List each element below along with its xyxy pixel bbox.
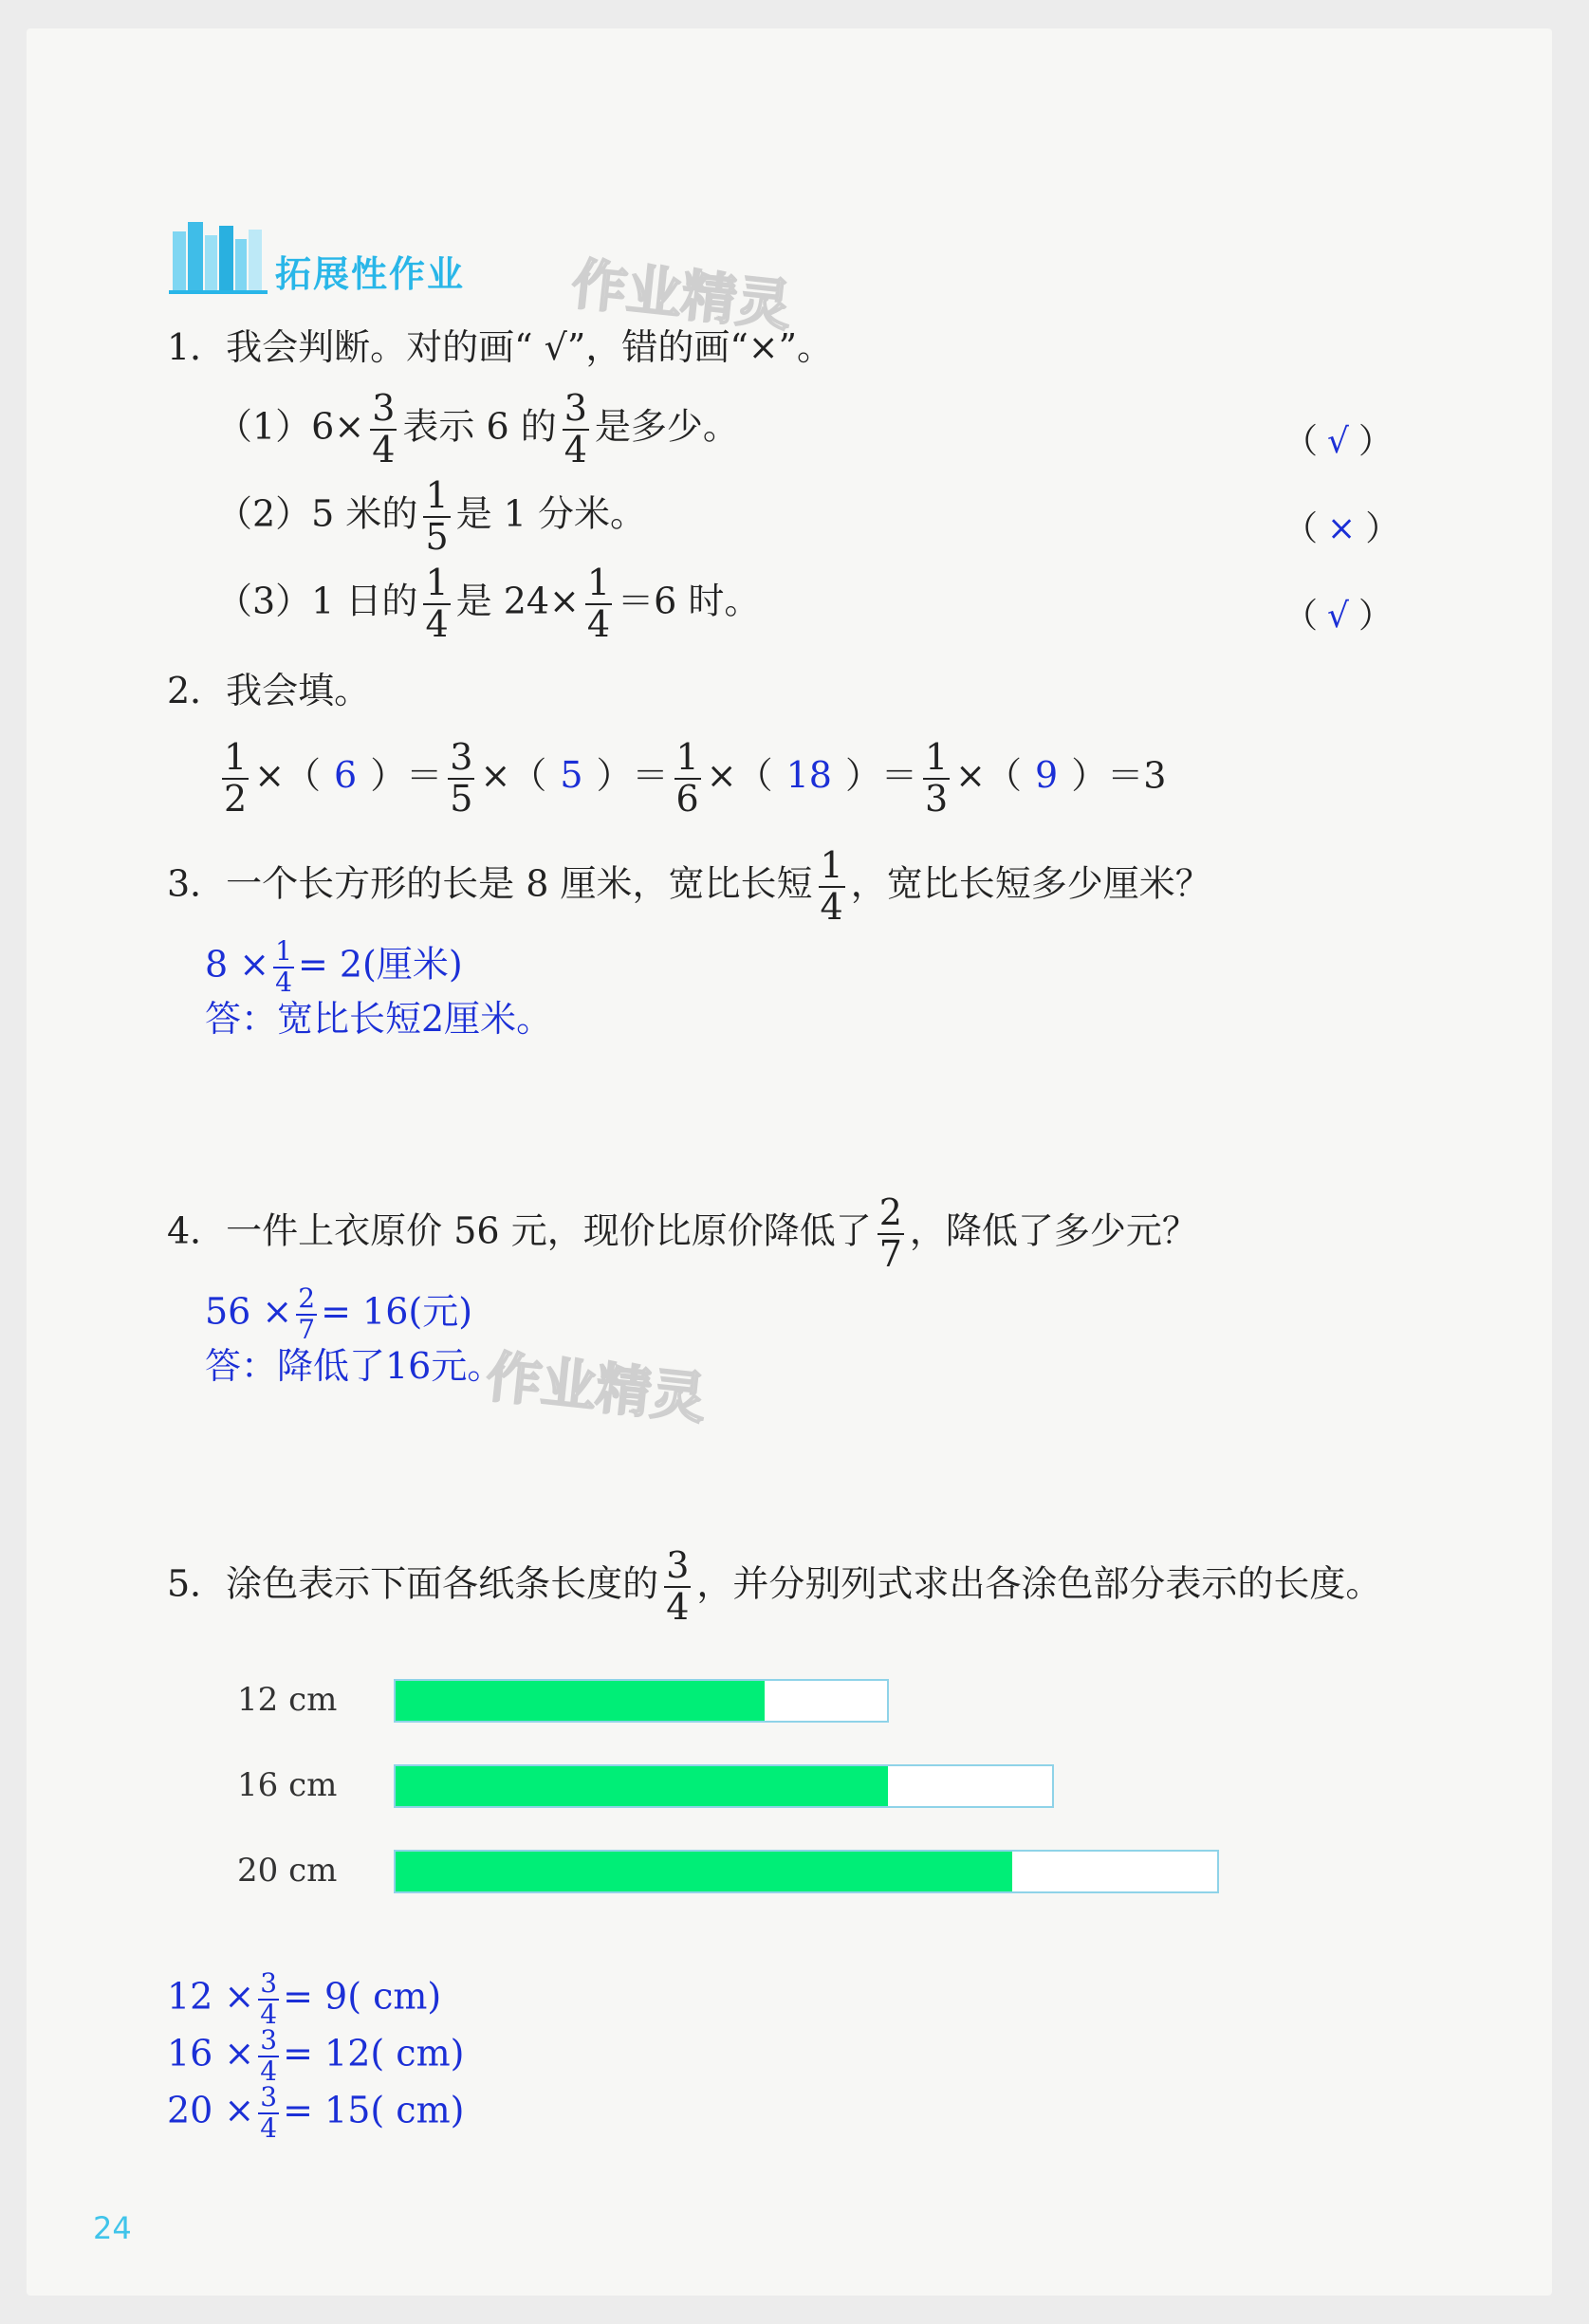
q4-calculation: 56 × $\frac{2}{7}$ = 16(元) bbox=[205, 1282, 473, 1345]
q1-3-tail: ＝6 时。 bbox=[618, 580, 761, 622]
fraction: $\frac{3}{4}$ bbox=[372, 387, 396, 470]
page-number: 24 bbox=[93, 2210, 132, 2246]
q1-2-tail: 是 1 分米。 bbox=[455, 492, 646, 535]
blank-answer: 18 bbox=[785, 754, 832, 797]
q1-2-label: （2）5 米的 bbox=[216, 492, 418, 535]
q3-calculation: 8 × $\frac{1}{4}$ = 2(厘米) bbox=[205, 935, 463, 998]
check-mark: √ bbox=[1327, 597, 1349, 636]
fraction: $\frac{1}{2}$ bbox=[224, 736, 248, 820]
q1-answer-2: （ × ） bbox=[1284, 509, 1400, 548]
q1-1-label: （1）6× bbox=[216, 405, 365, 448]
strip-shaded-part bbox=[396, 1852, 1012, 1891]
q1-3-label: （3）1 日的 bbox=[216, 580, 418, 622]
fraction: $\frac{1}{6}$ bbox=[675, 736, 699, 820]
watermark: 作业精灵 bbox=[483, 1344, 710, 1431]
strip-label-20: 20 cm bbox=[237, 1852, 338, 1890]
q4-title: 4．一件上衣原价 56 元，现价比原价降低了 $\frac{2}{7}$ ，降低了多少元？ bbox=[167, 1191, 1198, 1275]
fraction: $\frac{2}{7}$ bbox=[298, 1282, 316, 1345]
paper-strip-12 bbox=[394, 1679, 889, 1723]
fraction: $\frac{3}{4}$ bbox=[666, 1544, 690, 1628]
paper-strip-16 bbox=[394, 1764, 1054, 1808]
q1-item-1 bbox=[216, 389, 739, 470]
fraction: $\frac{1}{4}$ bbox=[586, 562, 611, 645]
fraction: $\frac{3}{4}$ bbox=[260, 1967, 278, 2030]
section-title: 拓展性作业 bbox=[275, 253, 466, 295]
strip-label-12: 12 cm bbox=[237, 1681, 338, 1719]
paper-strip-20 bbox=[394, 1850, 1219, 1893]
q5-calc-2: 16 × $\frac{3}{4}$ = 12( cm) bbox=[167, 2024, 465, 2087]
q1-answer-1: （ √ ） bbox=[1284, 422, 1393, 461]
strip-shaded-part bbox=[396, 1681, 765, 1721]
q5-calc-1: 12 × $\frac{3}{4}$ = 9( cm) bbox=[167, 1967, 442, 2030]
q1-title: 1．我会判断。对的画“ √”，错的画“×”。 bbox=[167, 326, 834, 368]
q2-title: 2．我会填。 bbox=[167, 670, 371, 711]
q2-result: 3 bbox=[1143, 754, 1167, 797]
q1-1-tail: 是多少。 bbox=[594, 405, 739, 448]
cross-mark: × bbox=[1327, 509, 1357, 548]
check-mark: √ bbox=[1327, 422, 1349, 461]
fraction: $\frac{1}{4}$ bbox=[425, 562, 449, 645]
blank-answer: 9 bbox=[1035, 754, 1059, 797]
q4-answer: 答：降低了16元。 bbox=[205, 1345, 504, 1387]
q5-calc-3: 20 × $\frac{3}{4}$ = 15( cm) bbox=[167, 2081, 465, 2144]
strip-label-16: 16 cm bbox=[237, 1766, 338, 1804]
fraction: $\frac{3}{4}$ bbox=[260, 2081, 278, 2144]
fraction: $\frac{2}{7}$ bbox=[878, 1191, 902, 1275]
q1-item-2 bbox=[216, 476, 646, 558]
strip-shaded-part bbox=[396, 1766, 888, 1806]
q2-equation: $\frac{1}{2}$ ×（ 6 ）＝ $\frac{3}{5}$ ×（ 5 ）＝ $\frac{1}{6}$ ×（ 18 ）＝ $\frac{1}{3}$ ×（ 9 ）＝3 bbox=[224, 736, 1167, 820]
fraction: $\frac{3}{4}$ bbox=[260, 2024, 278, 2087]
q3-answer: 答：宽比长短2厘米。 bbox=[205, 998, 553, 1040]
watermark: 作业精灵 bbox=[568, 251, 795, 339]
blank-answer: 5 bbox=[560, 754, 583, 797]
q3-title: 3．一个长方形的长是 8 厘米，宽比长短 $\frac{1}{4}$ ，宽比长短多少厘米？ bbox=[167, 844, 1211, 928]
q1-1-mid: 表示 6 的 bbox=[402, 405, 557, 448]
q1-answer-3: （ √ ） bbox=[1284, 597, 1393, 636]
fraction: $\frac{3}{4}$ bbox=[564, 387, 587, 470]
blank-answer: 6 bbox=[334, 754, 358, 797]
fraction: $\frac{3}{5}$ bbox=[450, 736, 473, 820]
fraction: $\frac{1}{3}$ bbox=[924, 736, 949, 820]
books-icon bbox=[169, 216, 273, 294]
fraction: $\frac{1}{4}$ bbox=[275, 935, 292, 998]
q1-3-mid: 是 24× bbox=[455, 580, 580, 622]
q5-title: 5．涂色表示下面各纸条长度的 $\frac{3}{4}$ ，并分别列式求出各涂色部分表示的长度。 bbox=[167, 1544, 1382, 1628]
fraction: $\frac{1}{5}$ bbox=[425, 474, 449, 558]
workbook-page bbox=[27, 28, 1552, 2296]
fraction: $\frac{1}{4}$ bbox=[820, 844, 843, 928]
q1-item-3 bbox=[216, 563, 760, 645]
